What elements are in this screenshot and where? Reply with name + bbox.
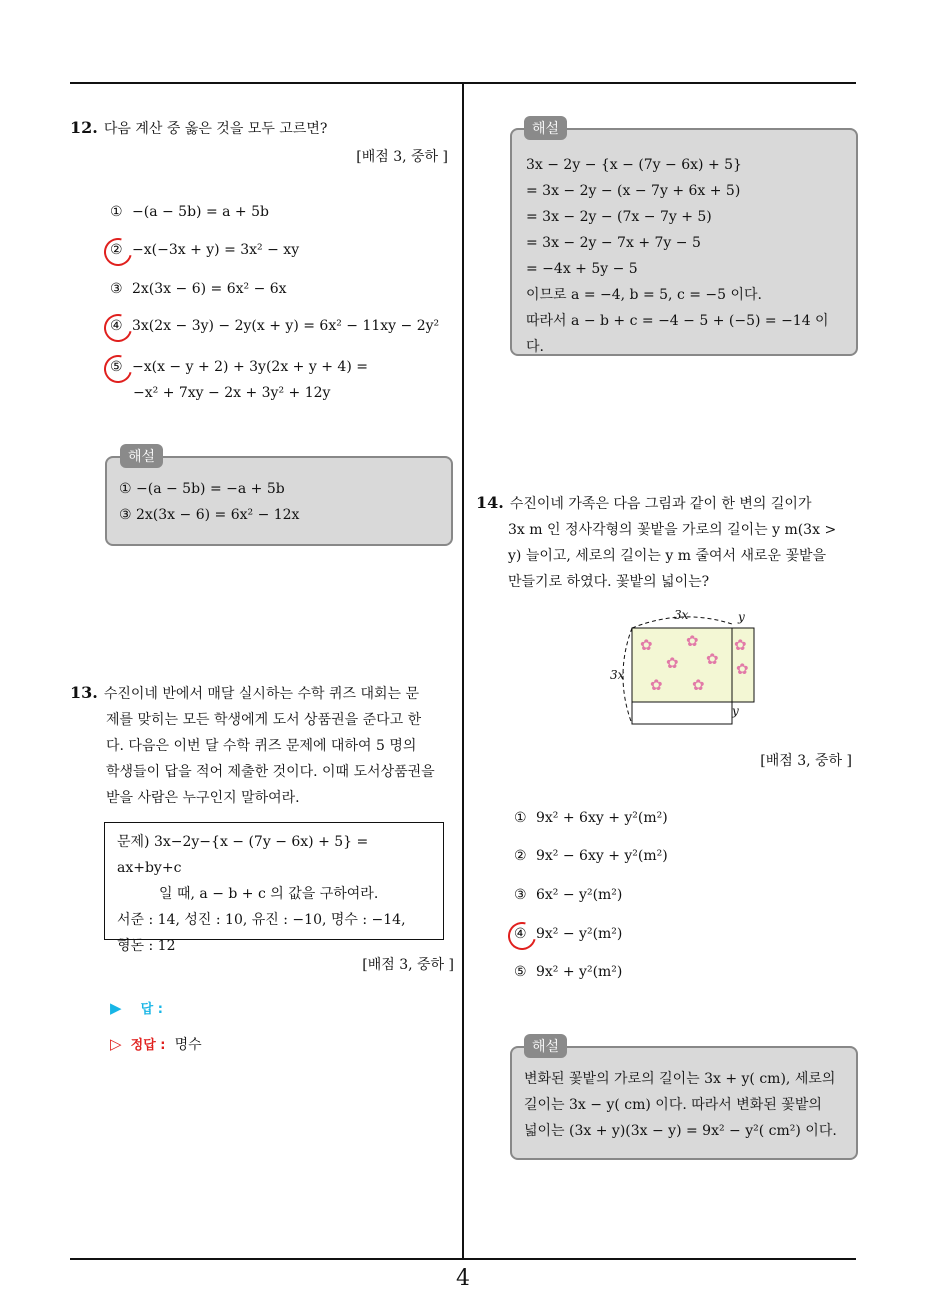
q12-option-5-continued: −x² + 7xy − 2x + 3y² + 12y [133,385,331,401]
q12-detail-line-3: = 3x − 2y − (7x − 7y + 5) [526,209,712,225]
q13-correct-label: 정답 : [130,1038,166,1053]
flower-icon: ✿ [706,650,719,668]
q14-option-2[interactable]: ② 9x² − 6xy + y²(m²) [514,848,668,864]
q12-option-2[interactable]: ② −x(−3x + y) = 3x² − xy [110,242,300,258]
q14-option-4[interactable]: ④ 9x² − y²(m²) [514,926,623,942]
flower-icon: ✿ [640,636,653,654]
q12-number: 12. [70,118,98,137]
q13-box-line-2: 일 때, a − b + c 의 값을 구하여라. [159,886,379,902]
q13-box-line-3: 서준 : 14, 성진 : 10, 유진 : −10, 명수 : −14, [117,912,406,928]
q13-line-2: 제를 맞히는 모든 학생에게 도서 상품권을 준다고 한 [106,712,422,728]
figure-top-label: 3x [674,608,689,622]
q12-detail-tag: 해설 [524,116,567,140]
q13-number: 13. [70,683,98,702]
figure-right-top-label: y [738,610,745,624]
q12-option-3[interactable]: ③ 2x(3x − 6) = 6x² − 6x [110,281,287,297]
answer-arrow-icon: ▶ [110,999,122,1017]
q12-option-4[interactable]: ④ 3x(2x − 3y) − 2y(x + y) = 6x² − 11xy − 2y² [110,318,440,334]
q14-mark-circle-4 [503,917,541,955]
q13-answer-label: 답 : [140,1002,163,1017]
q12-header [70,116,450,142]
q13-line-3: 다. 다음은 이번 달 수학 퀴즈 문제에 대하여 5 명의 [106,738,417,754]
column-divider [462,82,464,1260]
q14-line-1: 수진이네 가족은 다음 그림과 같이 한 변의 길이가 [509,496,812,512]
q14-line-3: y) 늘이고, 세로의 길이는 y m 줄여서 새로운 꽃밭을 [508,548,827,564]
figure-right-bottom-label: y [732,704,739,718]
page-number: 4 [456,1266,470,1291]
q14-solution-line-3: 넓이는 (3x + y)(3x − y) = 9x² − y²( cm²) 이다. [524,1123,837,1139]
q12-detail-line-7: 따라서 a − b + c = −4 − 5 + (−5) = −14 이다. [526,313,829,355]
q14-question [476,490,860,595]
flower-icon: ✿ [650,676,663,694]
q13-line-1: 수진이네 반에서 매달 실시하는 수학 퀴즈 대회는 문 [103,686,419,702]
q12-detail-line-2: = 3x − 2y − (x − 7y + 6x + 5) [526,183,741,199]
q12-text: 다음 계산 중 옳은 것을 모두 고르면? [103,121,328,137]
flower-icon: ✿ [692,676,705,694]
q13-line-5: 받을 사람은 누구인지 말하여라. [106,790,300,806]
flower-icon: ✿ [736,660,749,678]
q12-mark-circle-5 [99,350,137,388]
q13-question [70,680,454,811]
q13-meta: [배점 3, 중하 ] [362,957,454,973]
q12-solution-box [105,456,453,546]
flower-icon: ✿ [686,632,699,650]
q13-problem-box [104,822,444,954]
q13-box-line-4: 형돈 : 12 [117,938,176,954]
q14-solution-tag: 해설 [524,1034,567,1058]
q12-solution-detail-box [510,128,858,356]
q14-solution-line-1: 변화된 꽃밭의 가로의 길이는 3x + y( cm), 세로의 [524,1071,836,1087]
q12-solution-line-2: ③ 2x(3x − 6) = 6x² − 12x [119,507,300,523]
flower-icon: ✿ [734,636,747,654]
q12-meta: [배점 3, 중하 ] [356,149,448,165]
q12-detail-line-4: = 3x − 2y − 7x + 7y − 5 [526,235,701,251]
q14-figure [606,606,766,732]
q12-detail-line-1: 3x − 2y − {x − (7y − 6x) + 5} [526,157,742,173]
q13-correct-value: 명수 [174,1037,202,1053]
correct-arrow-icon: ▷ [110,1035,122,1053]
q13-line-4: 학생들이 답을 적어 제출한 것이다. 이때 도서상품권을 [106,764,435,780]
q14-line-2: 3x m 인 정사각형의 꽃밭을 가로의 길이는 y m(3x > [508,522,837,538]
q12-mark-circle-2 [99,233,137,271]
q14-option-5[interactable]: ⑤ 9x² + y²(m²) [514,964,623,980]
q13-box-line-1: 문제) 3x−2y−{x − (7y − 6x) + 5} = ax+by+c [117,834,369,876]
q12-solution-line-1: ① −(a − 5b) = −a + 5b [119,481,285,497]
q13-correct-row [110,1034,202,1054]
q14-line-4: 만들기로 하였다. 꽃밭의 넓이는? [508,574,710,590]
bottom-rule [70,1258,856,1260]
q14-meta: [배점 3, 중하 ] [760,753,852,769]
q14-option-3[interactable]: ③ 6x² − y²(m²) [514,887,623,903]
q14-option-1[interactable]: ① 9x² + 6xy + y²(m²) [514,810,668,826]
q12-option-1[interactable]: ① −(a − 5b) = a + 5b [110,204,269,220]
q13-answer-row [110,998,163,1017]
q14-number: 14. [476,493,504,512]
q12-detail-line-5: = −4x + 5y − 5 [526,261,638,277]
q14-solution-box [510,1046,858,1160]
q12-solution-tag: 해설 [120,444,163,468]
q12-option-5[interactable]: ⑤ −x(x − y + 2) + 3y(2x + y + 4) = [110,359,368,375]
flower-icon: ✿ [666,654,679,672]
q12-mark-circle-4 [99,309,137,347]
figure-left-label: 3x [610,668,625,682]
q12-detail-line-6: 이므로 a = −4, b = 5, c = −5 이다. [526,287,762,303]
q14-solution-line-2: 길이는 3x − y( cm) 이다. 따라서 변화된 꽃밭의 [524,1097,822,1113]
